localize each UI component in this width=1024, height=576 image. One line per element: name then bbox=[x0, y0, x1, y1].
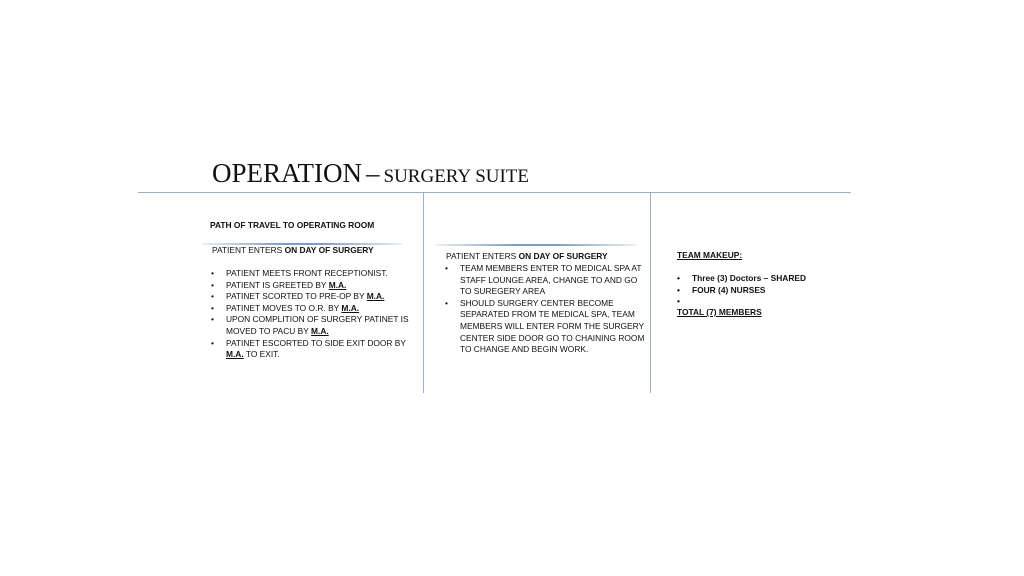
title-dash: – bbox=[366, 158, 380, 188]
list-item: • TEAM MEMBERS ENTER TO MEDICAL SPA AT STAFF LOUNGE AREA, CHANGE TO AND GO TO SUREGERY AREA bbox=[445, 263, 644, 298]
col1-intro bbox=[212, 245, 374, 257]
list-item: • PATINET SCORTED TO PRE-OP BY M.A. bbox=[211, 291, 409, 303]
list-item: • PATIENT MEETS FRONT RECEPTIONIST. bbox=[211, 268, 409, 280]
col2-underbar bbox=[436, 244, 636, 246]
col2-intro bbox=[446, 251, 608, 263]
col2-list bbox=[445, 263, 644, 356]
column-divider-1 bbox=[423, 193, 424, 393]
col1-intro-plain: PATIENT ENTERS bbox=[212, 245, 285, 255]
slide-title bbox=[212, 158, 529, 189]
col3-total: TOTAL (7) MEMBERS bbox=[677, 307, 762, 317]
col3-heading: TEAM MAKEUP: bbox=[677, 250, 743, 260]
list-item: • Three (3) Doctors – SHARED bbox=[677, 273, 806, 285]
list-item: • UPON COMPLITION OF SURGERY PATINET IS MOVED TO PACU BY M.A. bbox=[211, 314, 409, 337]
col2-intro-plain: PATIENT ENTERS bbox=[446, 251, 519, 261]
list-item: • PATIENT IS GREETED BY M.A. bbox=[211, 280, 409, 292]
list-item: • PATINET MOVES TO O.R. BY M.A. bbox=[211, 303, 409, 315]
col1-list bbox=[211, 268, 409, 361]
list-item: • PATINET ESCORTED TO SIDE EXIT DOOR BY M.A. TO EXIT. bbox=[211, 338, 409, 361]
title-main: OPERATION bbox=[212, 158, 363, 188]
list-item: • SHOULD SURGERY CENTER BECOME SEPARATED FROM TE MEDICAL SPA, TEAM MEMBERS WILL ENTER FORM THE SURGERY CENTER SIDE DOOR GO TO CHAINING ROOM TO CHANGE AND BEGIN WORK. bbox=[445, 298, 644, 356]
title-sub: SURGERY SUITE bbox=[383, 166, 530, 187]
col1-intro-bold: ON DAY OF SURGERY bbox=[284, 245, 374, 255]
col3-list bbox=[677, 273, 806, 308]
col2-intro-bold: ON DAY OF SURGERY bbox=[518, 251, 608, 261]
col1-heading: PATH OF TRAVEL TO OPERATING ROOM bbox=[210, 220, 375, 230]
list-item: • FOUR (4) NURSES bbox=[677, 285, 806, 297]
column-divider-2 bbox=[650, 193, 651, 393]
title-divider bbox=[138, 192, 851, 193]
